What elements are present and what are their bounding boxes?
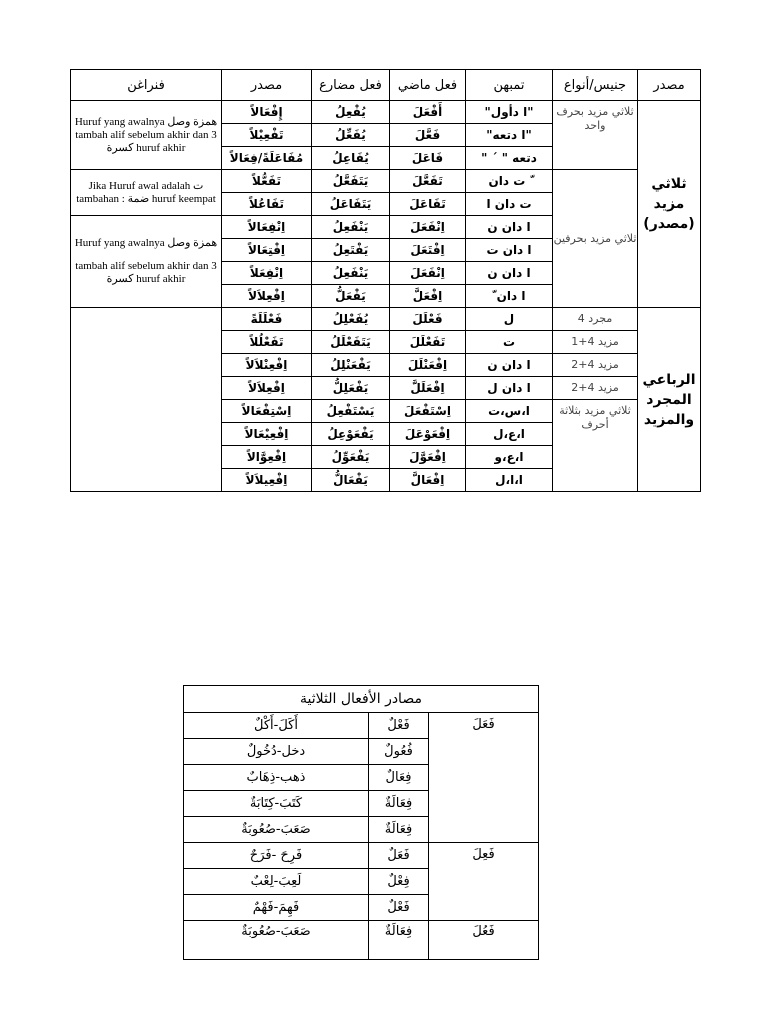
- mudhari-cell: يَنْفَعِلُ: [312, 216, 390, 239]
- table-row: [184, 921, 539, 960]
- madhi-cell: فَعْلَلَ: [390, 308, 466, 331]
- example-cell: صَعَبَ-صُعُوبَةٌ: [184, 921, 369, 960]
- note-text: Huruf yang awalnya همزة وصل: [74, 115, 218, 128]
- madhi-cell: اِسْتَفْعَلَ: [390, 400, 466, 423]
- tambahan-cell: "ا دأول": [466, 101, 553, 124]
- note-cell: [71, 170, 222, 216]
- mudhari-cell: يَنْفَعِلُ: [312, 262, 390, 285]
- mudhari-cell: يُفَاعِلُ: [312, 147, 390, 170]
- note-text: Jika Huruf awal adalah ت tambahan : ضمة huruf keempat: [76, 179, 216, 205]
- example-cell: ذهب-ذِهَابٌ: [184, 765, 369, 791]
- mudhari-cell: يُفْعِلُ: [312, 101, 390, 124]
- masdar-cell: تَفْعِيْلاً: [222, 124, 312, 147]
- table-row: [71, 308, 701, 331]
- mudhari-cell: يَتَفَعَّلُ: [312, 170, 390, 193]
- tambahan-cell: "ا دتعه": [466, 124, 553, 147]
- pattern-cell: فَعْلٌ: [369, 713, 429, 739]
- mudhari-cell: يُفَعِّلُ: [312, 124, 390, 147]
- tambahan-cell: ا،ع،ل: [466, 423, 553, 446]
- masdar-group-cell: ثلاثي مزيد (مصدر): [638, 101, 701, 308]
- madhi-cell: اِفْعَوَّلَ: [390, 446, 466, 469]
- table-row: [184, 843, 539, 869]
- empty-note-cell: [71, 308, 222, 492]
- note-text: tambah alif sebelum akhir dan 3 كسرة huruf akhir: [75, 260, 217, 285]
- pattern-cell: فُعُولٌ: [369, 739, 429, 765]
- mudhari-cell: يُفَعْلِلُ: [312, 308, 390, 331]
- header-cell: جنيس/أنواع: [553, 70, 638, 101]
- madhi-cell: تَفَعْلَلَ: [390, 331, 466, 354]
- masdar-cell: اِفْعِيلاَلاً: [222, 469, 312, 492]
- header-cell: فعل ماضي: [390, 70, 466, 101]
- header-cell: مصدر: [222, 70, 312, 101]
- tambahan-cell: ا دان ن: [466, 262, 553, 285]
- verb-cell: فَعُلَ: [429, 921, 539, 960]
- masdar-cell: اِفْعِلاَلاً: [222, 285, 312, 308]
- table-row: [71, 170, 701, 193]
- madhi-cell: اِفْعَنْلَلَ: [390, 354, 466, 377]
- note-text: Huruf yang awalnya همزة وصل: [74, 237, 218, 249]
- verb-cell: فَعَلَ: [429, 713, 539, 843]
- masdar-cell: تَفَعْلُلاً: [222, 331, 312, 354]
- tambahan-cell: ا دان ن: [466, 216, 553, 239]
- header-row: [71, 70, 701, 101]
- main-verb-table: [70, 69, 701, 492]
- tambahan-cell: ا،ا،ل: [466, 469, 553, 492]
- example-cell: أَكَلَ-أَكْلٌ: [184, 713, 369, 739]
- example-cell: لَعِبَ-لِعْبٌ: [184, 869, 369, 895]
- tambahan-cell: ا،ع،و: [466, 446, 553, 469]
- madhi-cell: فَاعَلَ: [390, 147, 466, 170]
- tambahan-cell: ا دان ّ: [466, 285, 553, 308]
- madhi-cell: تَفَاعَلَ: [390, 193, 466, 216]
- mudhari-cell: يَفْعَلِلُّ: [312, 377, 390, 400]
- mudhari-cell: يَفْعَالُّ: [312, 469, 390, 492]
- example-cell: صَعَبَ-صُعُوبَةٌ: [184, 817, 369, 843]
- tambahan-cell: ّ ت دان: [466, 170, 553, 193]
- thulathi-masdar-table: [183, 685, 539, 960]
- pattern-cell: فِعَالَةٌ: [369, 791, 429, 817]
- masdar-cell: تَفَاعُلاً: [222, 193, 312, 216]
- masdar-cell: اِفْعِيْعَالاً: [222, 423, 312, 446]
- type-cell: ثلاثي مزيد بثلاثة أحرف: [553, 400, 638, 492]
- masdar-cell: إِفْعَالاً: [222, 101, 312, 124]
- masdar-cell: اِنْفِعَلاً: [222, 262, 312, 285]
- table-row: [71, 101, 701, 124]
- pattern-cell: فِعَالَةٌ: [369, 921, 429, 960]
- tambahan-cell: ت دان ا: [466, 193, 553, 216]
- pattern-cell: فِعَالَةٌ: [369, 817, 429, 843]
- masdar-cell: اِفْعِلاَلاً: [222, 377, 312, 400]
- mudhari-cell: يَفْعَوْعِلُ: [312, 423, 390, 446]
- masdar-cell: مُفَاعَلَةً/فِعَالاً: [222, 147, 312, 170]
- type-cell: مجرد 4: [553, 308, 638, 331]
- example-cell: فَرِحَ -فَرَحٌ: [184, 843, 369, 869]
- madhi-cell: اِفْعَالَّ: [390, 469, 466, 492]
- mudhari-cell: يَتَفَعْلَلُ: [312, 331, 390, 354]
- verb-cell: فَعِلَ: [429, 843, 539, 921]
- type-cell: مزيد 4+2: [553, 354, 638, 377]
- tambahan-cell: ل: [466, 308, 553, 331]
- pattern-cell: فَعَلٌ: [369, 843, 429, 869]
- pattern-cell: فَعْلٌ: [369, 895, 429, 921]
- header-cell: فنراغن: [71, 70, 222, 101]
- type-cell: مزيد 4+1: [553, 331, 638, 354]
- mudhari-cell: يَفْعَنْلِلُ: [312, 354, 390, 377]
- note-cell: [71, 216, 222, 308]
- header-cell: فعل مضارع: [312, 70, 390, 101]
- madhi-cell: اِفْعَلَلَّ: [390, 377, 466, 400]
- madhi-cell: اِفْتَعَلَ: [390, 239, 466, 262]
- mudhari-cell: يَفْعَوِّلُ: [312, 446, 390, 469]
- masdar-cell: اِسْتِفْعَالاً: [222, 400, 312, 423]
- type-cell: ثلاثي مزيد بحرفين: [553, 170, 638, 308]
- example-cell: دخل-دُخُولٌ: [184, 739, 369, 765]
- tambahan-cell: دتعه " ´ ": [466, 147, 553, 170]
- madhi-cell: اِنْفَعَلَ: [390, 216, 466, 239]
- example-cell: فَهِمَ-فَهْمٌ: [184, 895, 369, 921]
- example-cell: كَتَبَ-كِتَابَةٌ: [184, 791, 369, 817]
- madhi-cell: فَعَّلَ: [390, 124, 466, 147]
- note-cell: [71, 101, 222, 170]
- madhi-cell: اِفْعَلَّ: [390, 285, 466, 308]
- mudhari-cell: يَفْعَلُّ: [312, 285, 390, 308]
- table-title: مصادر الأفعال الثلاثية: [184, 686, 539, 713]
- header-cell: تمبهن: [466, 70, 553, 101]
- mudhari-cell: يَسْتَفْعِلُ: [312, 400, 390, 423]
- header-cell: مصدر: [638, 70, 701, 101]
- masdar-cell: تَفَعُّلاً: [222, 170, 312, 193]
- masdar-cell: فَعْلَلَةً: [222, 308, 312, 331]
- masdar-cell: اِفْعِوَّالاً: [222, 446, 312, 469]
- mudhari-cell: يَفْتَعِلُ: [312, 239, 390, 262]
- pattern-cell: فِعْلٌ: [369, 869, 429, 895]
- masdar-cell: اِفْتِعَالاً: [222, 239, 312, 262]
- mudhari-cell: يَتَفَاعَلُ: [312, 193, 390, 216]
- note-text: tambah alif sebelum akhir dan 3 كسرة huruf akhir: [75, 128, 217, 154]
- tambahan-cell: ا دان ن: [466, 354, 553, 377]
- madhi-cell: اِفْعَوْعَلَ: [390, 423, 466, 446]
- madhi-cell: اِنْفَعَلَ: [390, 262, 466, 285]
- madhi-cell: تَفَعَّلَ: [390, 170, 466, 193]
- type-cell: مزيد 4+2: [553, 377, 638, 400]
- masdar-cell: اِفْعِنْلاَلاً: [222, 354, 312, 377]
- tambahan-cell: ا،س،ت: [466, 400, 553, 423]
- madhi-cell: أَفْعَلَ: [390, 101, 466, 124]
- tambahan-cell: ت: [466, 331, 553, 354]
- masdar-cell: اِنْفِعَالاً: [222, 216, 312, 239]
- masdar-group-cell: الرباعي المجرد والمزيد: [638, 308, 701, 492]
- tambahan-cell: ا دان ل: [466, 377, 553, 400]
- tambahan-cell: ا دان ت: [466, 239, 553, 262]
- type-cell: ثلاثي مزيد بحرف واحد: [553, 101, 638, 170]
- table-row: [184, 713, 539, 739]
- pattern-cell: فِعَالٌ: [369, 765, 429, 791]
